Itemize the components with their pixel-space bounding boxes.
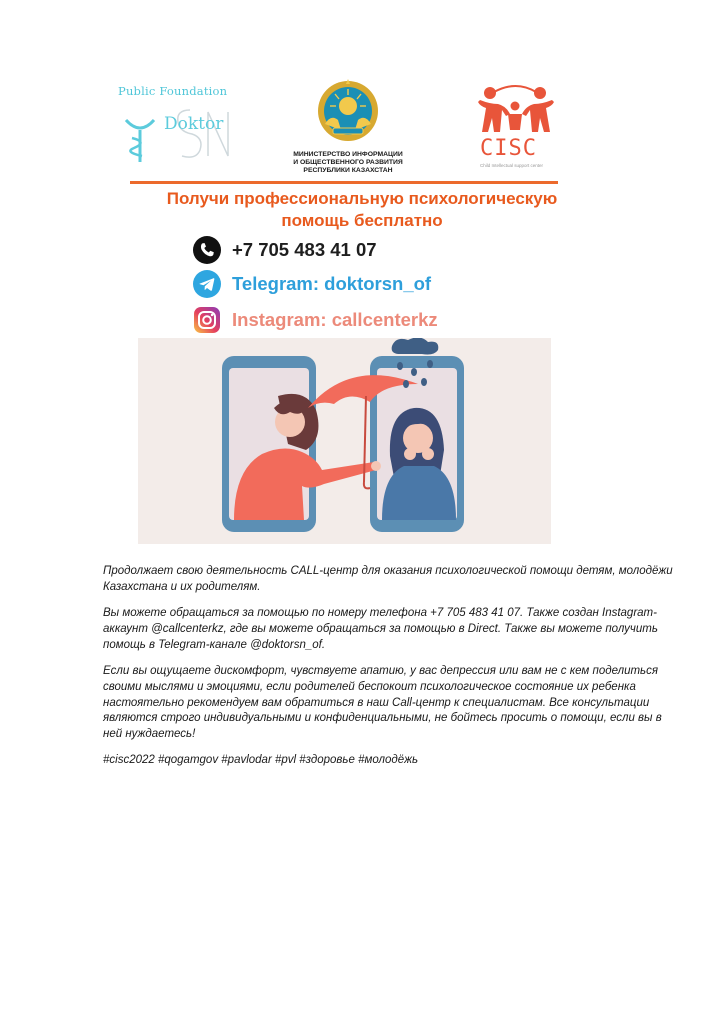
cisc-name: CISC [480, 136, 537, 161]
emblem-icon [311, 78, 385, 144]
phone-number: +7 705 483 41 07 [232, 239, 377, 260]
ministry-line: И ОБЩЕСТВЕННОГО РАЗВИТИЯ [293, 159, 403, 166]
paragraph: Продолжает свою деятельность CALL-центр для оказания психологической помощи детям, молодёжи Казахстана и их родителям. [103, 565, 673, 593]
logo-row [0, 78, 724, 178]
ministry-logo [288, 78, 408, 174]
headline-line: помощь бесплатно [281, 211, 443, 230]
phone-contact[interactable] [193, 236, 377, 264]
ministry-line: РЕСПУБЛИКИ КАЗАХСТАН [303, 167, 393, 174]
foundation-name: Doktor [164, 114, 224, 134]
support-illustration [138, 338, 551, 544]
hashtags: #cisc2022 #qogamgov #pavlodar #pvl #здоровье #молодёжь [103, 754, 419, 767]
ministry-name [288, 151, 408, 175]
instagram-handle: Instagram: callcenterkz [232, 309, 438, 330]
cisc-figures-icon [476, 84, 556, 138]
ministry-line: МИНИСТЕРСТВО ИНФОРМАЦИИ [293, 151, 403, 158]
cisc-tagline: Child Intellectual support center [480, 163, 544, 168]
headline [100, 188, 624, 232]
instagram-icon [193, 306, 221, 334]
public-foundation-logo [118, 84, 243, 164]
header-divider [130, 181, 558, 184]
telegram-contact[interactable] [193, 270, 431, 298]
phone-icon [193, 236, 221, 264]
article-body [103, 564, 678, 780]
instagram-contact[interactable] [193, 306, 438, 334]
telegram-icon [193, 270, 221, 298]
paragraph: Вы можете обращаться за помощью по номеру телефона +7 705 483 41 07. Также создан Instagram-аккаунт @callcenterkz, где вы можете обращаться за помощью в Direct. Также вы можете получить помощь в Telegram-канале @doktorsn_of. [103, 607, 658, 651]
paragraph: Если вы ощущаете дискомфорт, чувствуете апатию, у вас депрессия или вам не с кем поделиться своими мыслями и эмоциями, если родителей беспокоит психологическое состояние их ребенка настоятельно рекомендуем вам обратиться в наш Call-центр к специалистам. Все консультации являются строго индивидуальными и конфиденциальными, не бойтесь просить о помощи, если вы в ней нуждаетесь! [103, 664, 662, 741]
cisc-logo [476, 84, 560, 172]
foundation-title: Public Foundation [118, 84, 228, 98]
headline-line: Получи профессиональную психологическую [166, 189, 558, 208]
telegram-handle: Telegram: doktorsn_of [232, 273, 432, 294]
